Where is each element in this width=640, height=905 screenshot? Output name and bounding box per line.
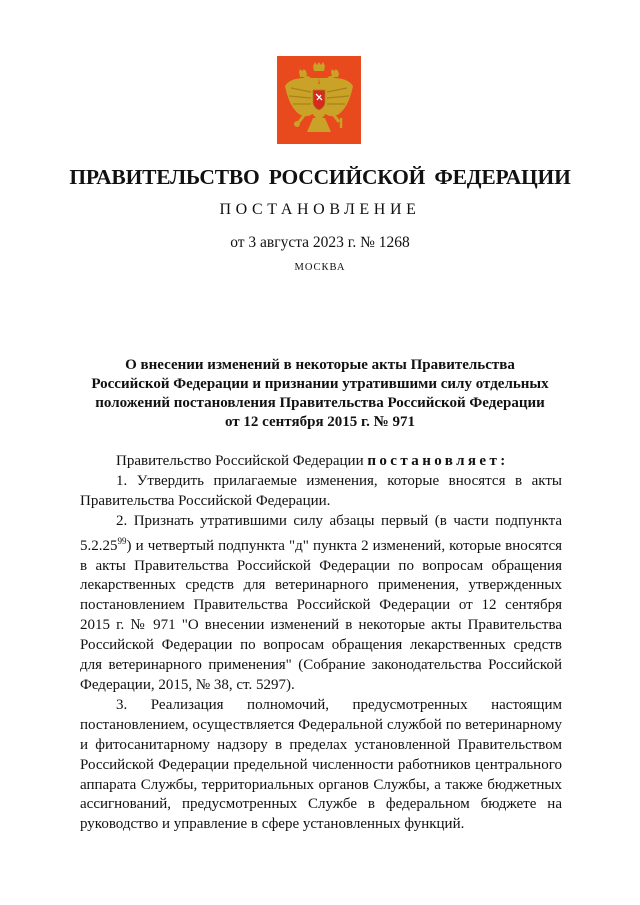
decree-subject bbox=[80, 356, 560, 432]
decree-body bbox=[80, 452, 562, 835]
paragraph-3: 3. Реализация полномочий, предусмотренных настоящим постановлением, осуществляется Федеральной службой по ветеринарному и фитосанитарному надзору в пределах установленной Правительством Российской Федерации предельной численности работников центрального аппарата Службы, территориальных органов Службы, а также бюджетных ассигнований, предусмотренных Службе в федеральном бюджете на руководство и управление в сфере установленных функций. bbox=[80, 696, 562, 833]
resolves-word: постановляет: bbox=[367, 453, 509, 469]
government-title: ПРАВИТЕЛЬСТВО РОССИЙСКОЙ ФЕДЕРАЦИИ bbox=[69, 165, 571, 189]
paragraph-2-end: ) и четвертый подпункта "д" пункта 2 изменений, которые вносятся в акты Правительства Российской Федерации по вопросам обращения лекарственных средств для ветеринарного применения, утвержденных постановлением Правительства Российской Федерации от 12 сентября 2015 г. № 971 "О внесении изменений в некоторые акты Правительства Российской Федерации по вопросам обращения лекарственных средств для ветеринарного применения" (Собрание законодательства Российской Федерации, 2015, № 38, ст. 5297). bbox=[80, 537, 562, 693]
coat-of-arms-icon bbox=[277, 56, 361, 144]
subject-line: Российской Федерации и признании утратившими силу отдельных bbox=[91, 376, 549, 392]
footnote-superscript: 99 bbox=[117, 535, 127, 546]
preamble-text: Правительство Российской Федерации bbox=[116, 453, 368, 469]
city-name: МОСКВА bbox=[294, 262, 346, 273]
preamble bbox=[80, 452, 562, 472]
paragraph-2 bbox=[80, 512, 562, 696]
decree-type: ПОСТАНОВЛЕНИЕ bbox=[219, 201, 421, 218]
paragraph-2-start: 2. Признать утратившими силу абзацы первый (в части подпункта 5.2.25 bbox=[80, 512, 562, 554]
subject-line: О внесении изменений в некоторые акты Правительства bbox=[125, 357, 515, 373]
subject-line: от 12 сентября 2015 г. № 971 bbox=[225, 414, 415, 430]
subject-line: положений постановления Правительства Российской Федерации bbox=[95, 395, 545, 411]
paragraph-1: 1. Утвердить прилагаемые изменения, которые вносятся в акты Правительства Российской Федерации. bbox=[80, 472, 562, 509]
decree-date-number: от 3 августа 2023 г. № 1268 bbox=[230, 234, 410, 251]
